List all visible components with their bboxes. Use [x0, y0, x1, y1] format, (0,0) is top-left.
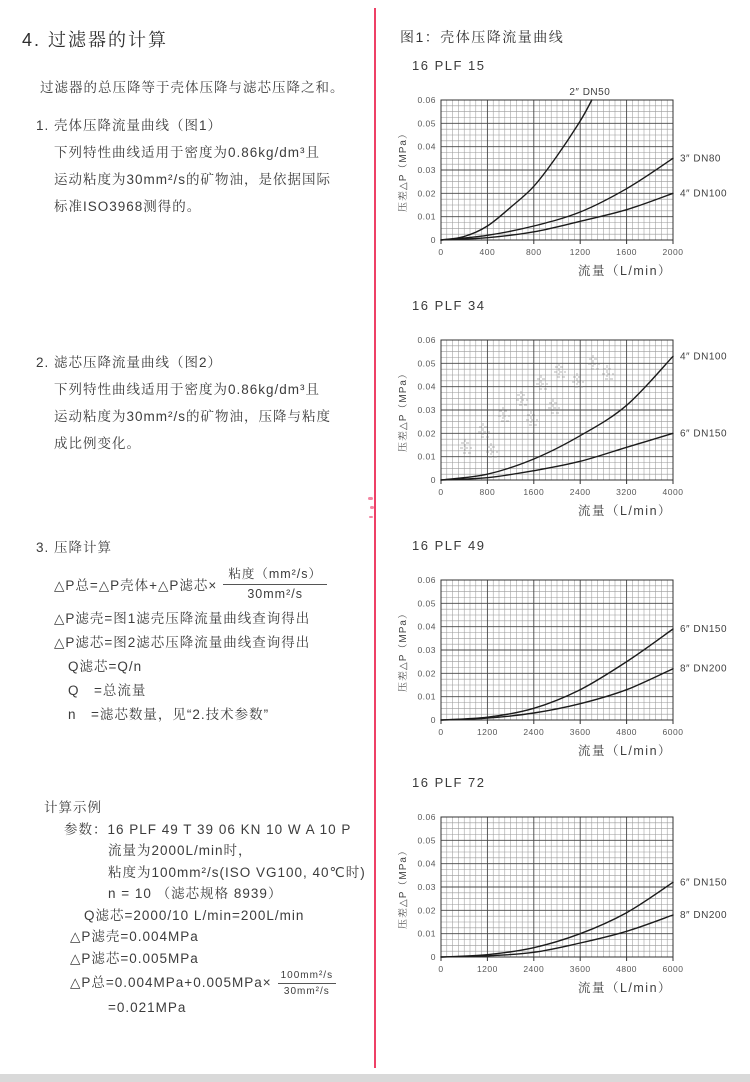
total-pressure-formula	[54, 561, 327, 607]
svg-text:0: 0	[430, 235, 436, 245]
svg-text:0.06: 0.06	[417, 812, 436, 822]
svg-text:1200: 1200	[476, 727, 498, 737]
svg-text:4800: 4800	[616, 964, 638, 974]
section-3-line: n =滤芯数量，见“2.技术参数”	[68, 707, 270, 722]
section-2-line: 成比例变化。	[54, 436, 141, 451]
svg-text:0.02: 0.02	[417, 668, 436, 679]
svg-text:压差△P（MPa）: 压差△P（MPa）	[398, 608, 409, 692]
example-line: 流量为2000L/min时，	[108, 843, 253, 858]
section-element-curve	[36, 349, 331, 457]
svg-text:1600: 1600	[616, 247, 638, 257]
svg-text:0.03: 0.03	[417, 405, 436, 415]
chart-16-plf-72	[398, 775, 748, 1011]
svg-text:0.01: 0.01	[417, 928, 436, 939]
svg-text:0.02: 0.02	[417, 188, 436, 199]
svg-text:8″ DN200: 8″ DN200	[680, 910, 728, 921]
svg-text:6″ DN150: 6″ DN150	[680, 877, 728, 889]
svg-text:流量（L/min）: 流量（L/min）	[577, 744, 673, 758]
svg-text:2400: 2400	[523, 964, 545, 974]
example-fraction	[278, 969, 336, 998]
chart-16-plf-72-plot	[398, 797, 748, 1009]
svg-text:0.06: 0.06	[417, 575, 436, 585]
svg-text:0.05: 0.05	[417, 598, 436, 609]
example-parameter-line: 参数：16 PLF 49 T 39 06 KN 10 W A 10 P	[64, 821, 352, 837]
svg-text:4000: 4000	[662, 487, 684, 497]
svg-text:0.02: 0.02	[417, 428, 436, 439]
chart-16-plf-15	[398, 58, 748, 294]
page-bottom-edge	[0, 1074, 750, 1082]
svg-text:400: 400	[479, 247, 496, 257]
section-1-line: 运动粘度为30mm²/s的矿物油，是依据国际	[54, 172, 332, 187]
svg-text:3200: 3200	[616, 487, 638, 497]
chart-16-plf-15-title: 16 PLF 15	[412, 58, 486, 73]
example-total-formula	[70, 969, 366, 997]
svg-text:0.06: 0.06	[417, 335, 436, 345]
chart-16-plf-15-plot	[398, 80, 748, 292]
svg-text:0.04: 0.04	[417, 621, 436, 632]
svg-text:0.02: 0.02	[417, 905, 436, 916]
svg-text:0.04: 0.04	[417, 141, 436, 152]
svg-text:0.03: 0.03	[417, 645, 436, 655]
svg-text:1200: 1200	[569, 247, 591, 257]
svg-text:800: 800	[479, 487, 496, 497]
svg-text:0.04: 0.04	[417, 858, 436, 869]
svg-text:0.04: 0.04	[417, 381, 436, 392]
section-3-title: 3. 压降计算	[36, 540, 113, 555]
svg-text:0: 0	[438, 964, 444, 974]
svg-text:1200: 1200	[476, 964, 498, 974]
svg-text:0: 0	[430, 475, 436, 485]
example-line: △P滤芯=0.005MPa	[70, 950, 199, 966]
figure-1-title: 图1：壳体压降流量曲线	[400, 29, 565, 45]
svg-text:0.01: 0.01	[417, 451, 436, 462]
svg-text:压差△P（MPa）: 压差△P（MPa）	[398, 845, 409, 929]
svg-text:2400: 2400	[523, 727, 545, 737]
pink-ink-smudge	[369, 516, 373, 518]
chart-16-plf-34	[398, 298, 748, 534]
example-total-lhs: △P总=0.004MPa+0.005MPa×	[70, 975, 272, 991]
section-housing-curve	[36, 112, 331, 220]
fraction-denominator: 30mm²/s	[283, 985, 330, 997]
svg-text:3600: 3600	[569, 727, 591, 737]
svg-text:0: 0	[430, 952, 436, 962]
fraction-numerator: 粘度（mm²/s）	[223, 566, 327, 585]
section-3-line: Q =总流量	[68, 683, 147, 698]
section-2-line: 运动粘度为30mm²/s的矿物油，压降与粘度	[54, 409, 332, 424]
svg-text:流量（L/min）: 流量（L/min）	[577, 504, 673, 518]
chart-16-plf-72-title: 16 PLF 72	[412, 775, 486, 790]
calculation-example	[44, 797, 366, 1019]
svg-text:0.05: 0.05	[417, 118, 436, 129]
example-line: Q滤芯=2000/10 L/min=200L/min	[84, 907, 305, 923]
example-line: △P滤壳=0.004MPa	[70, 929, 199, 944]
svg-text:1600: 1600	[523, 487, 545, 497]
svg-text:2″ DN50: 2″ DN50	[569, 87, 611, 98]
svg-text:0: 0	[430, 715, 436, 725]
svg-text:800: 800	[525, 247, 542, 257]
svg-text:流量（L/min）: 流量（L/min）	[577, 264, 673, 278]
svg-text:0.03: 0.03	[417, 882, 436, 892]
example-line: n = 10 （滤芯规格 8939）	[108, 886, 283, 901]
svg-text:0: 0	[438, 247, 444, 257]
section-3-line: Q滤芯=Q/n	[68, 659, 143, 674]
svg-text:8″ DN200: 8″ DN200	[680, 663, 728, 675]
svg-text:6″ DN150: 6″ DN150	[680, 428, 728, 440]
doc-heading: 4. 过滤器的计算	[22, 30, 169, 50]
svg-text:压差△P（MPa）: 压差△P（MPa）	[398, 128, 409, 212]
svg-text:4″ DN100: 4″ DN100	[680, 188, 728, 200]
chart-16-plf-34-title: 16 PLF 34	[412, 298, 486, 313]
chart-16-plf-49-title: 16 PLF 49	[412, 538, 486, 553]
viscosity-fraction	[223, 566, 327, 603]
svg-text:0.06: 0.06	[417, 95, 436, 105]
svg-text:0.05: 0.05	[417, 358, 436, 369]
svg-text:3600: 3600	[569, 964, 591, 974]
section-1-title: 1. 壳体压降流量曲线（图1）	[36, 118, 223, 133]
section-3-line: △P滤壳=图1滤壳压降流量曲线查询得出	[54, 611, 311, 626]
intro-paragraph: 过滤器的总压降等于壳体压降与滤芯压降之和。	[40, 80, 345, 95]
section-3-line: △P滤芯=图2滤芯压降流量曲线查询得出	[54, 635, 311, 650]
formula-lhs: △P总=△P壳体+△P滤芯×	[54, 578, 218, 593]
svg-text:4″ DN100: 4″ DN100	[680, 351, 728, 363]
section-1-line: 标准ISO3968测得的。	[54, 199, 202, 214]
example-line: 粘度为100mm²/s(ISO VG100, 40℃时)	[108, 864, 366, 880]
section-pressure-calc	[36, 534, 327, 727]
svg-text:2000: 2000	[662, 247, 684, 257]
example-result-line: =0.021MPa	[108, 1000, 187, 1015]
chart-16-plf-34-plot	[398, 320, 748, 532]
page-divider-line	[374, 8, 376, 1068]
fraction-numerator: 100mm²/s	[278, 969, 336, 984]
svg-text:0: 0	[438, 487, 444, 497]
pink-ink-smudge	[370, 506, 374, 509]
section-2-line: 下列特性曲线适用于密度为0.86kg/dm³且	[54, 382, 321, 397]
svg-text:6000: 6000	[662, 964, 684, 974]
svg-text:4800: 4800	[616, 727, 638, 737]
svg-text:3″ DN80: 3″ DN80	[680, 153, 721, 165]
svg-text:0.01: 0.01	[417, 211, 436, 222]
svg-text:6″ DN150: 6″ DN150	[680, 624, 728, 635]
example-title: 计算示例	[44, 800, 102, 815]
svg-text:流量（L/min）: 流量（L/min）	[577, 981, 673, 995]
fraction-denominator: 30mm²/s	[247, 586, 303, 601]
svg-text:0.01: 0.01	[417, 691, 436, 702]
svg-text:6000: 6000	[662, 727, 684, 737]
pink-ink-smudge	[368, 497, 373, 500]
chart-16-plf-49	[398, 538, 748, 774]
svg-text:2400: 2400	[569, 487, 591, 497]
section-1-line: 下列特性曲线适用于密度为0.86kg/dm³且	[54, 145, 321, 160]
svg-text:0.03: 0.03	[417, 165, 436, 175]
section-2-title: 2. 滤芯压降流量曲线（图2）	[36, 355, 223, 370]
chart-16-plf-49-plot	[398, 560, 748, 772]
svg-text:压差△P（MPa）: 压差△P（MPa）	[398, 368, 409, 452]
svg-text:0: 0	[438, 727, 444, 737]
svg-text:0.05: 0.05	[417, 835, 436, 846]
